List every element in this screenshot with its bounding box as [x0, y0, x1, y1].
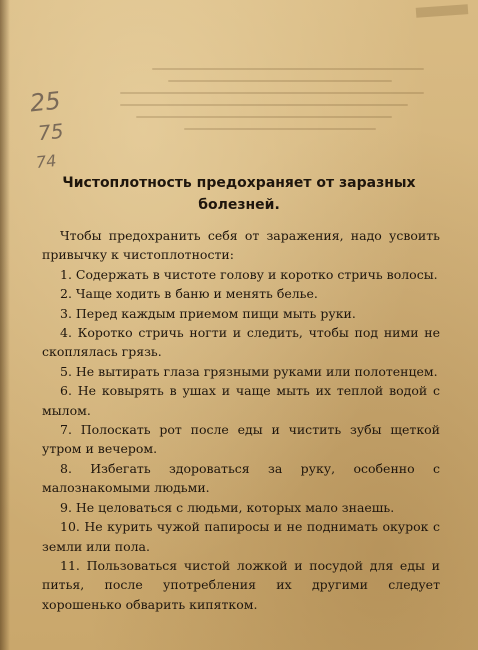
page-edge-shadow — [0, 0, 10, 650]
list-item: 4. Коротко стричь ногти и следить, чтобы под ними не скоплялась грязь. — [42, 325, 440, 360]
list-item: 1. Содержать в чистоте голову и коротко стричь волосы. — [60, 266, 438, 282]
list-item: 10. Не курить чужой папиросы и не поднимать окурок с земли или пола. — [42, 519, 440, 554]
list-item: 2. Чаще ходить в баню и менять белье. — [60, 286, 318, 302]
tape-mark — [416, 4, 469, 18]
list-item: 6. Не ковырять в ушах и чаще мыть их теплой водой с мылом. — [42, 383, 440, 418]
list-item: 9. Не целоваться с людьми, которых мало знаешь. — [60, 499, 395, 515]
list-item: 3. Перед каждым приемом пищи мыть руки. — [60, 305, 356, 321]
pencil-note-1: 25 — [28, 86, 62, 118]
document-title: Чистоплотность предохраняет от заразных болезней. — [62, 175, 416, 213]
list-item: 8. Избегать здороваться за руку, особенно с малознакомыми людьми. — [42, 460, 440, 496]
list-item: 5. Не вытирать глаза грязными руками или полотенцем. — [60, 363, 438, 379]
document-body — [42, 226, 440, 614]
pencil-note-3: 74 — [35, 150, 58, 173]
show-through-text — [120, 58, 440, 168]
pencil-note-2: 75 — [36, 118, 65, 146]
list-item: 11. Пользоваться чистой ложкой и посудой для еды и питья, после употребления их другими следует хорошенько обварить кипятком. — [42, 557, 440, 612]
hygiene-rules-list — [42, 265, 440, 614]
intro-paragraph: Чтобы предохранить себя от заражения, надо усвоить привычку к чистоплотности: — [42, 228, 440, 263]
list-item: 7. Полоскать рот после еды и чистить зубы щеткой утром и вечером. — [42, 422, 440, 457]
